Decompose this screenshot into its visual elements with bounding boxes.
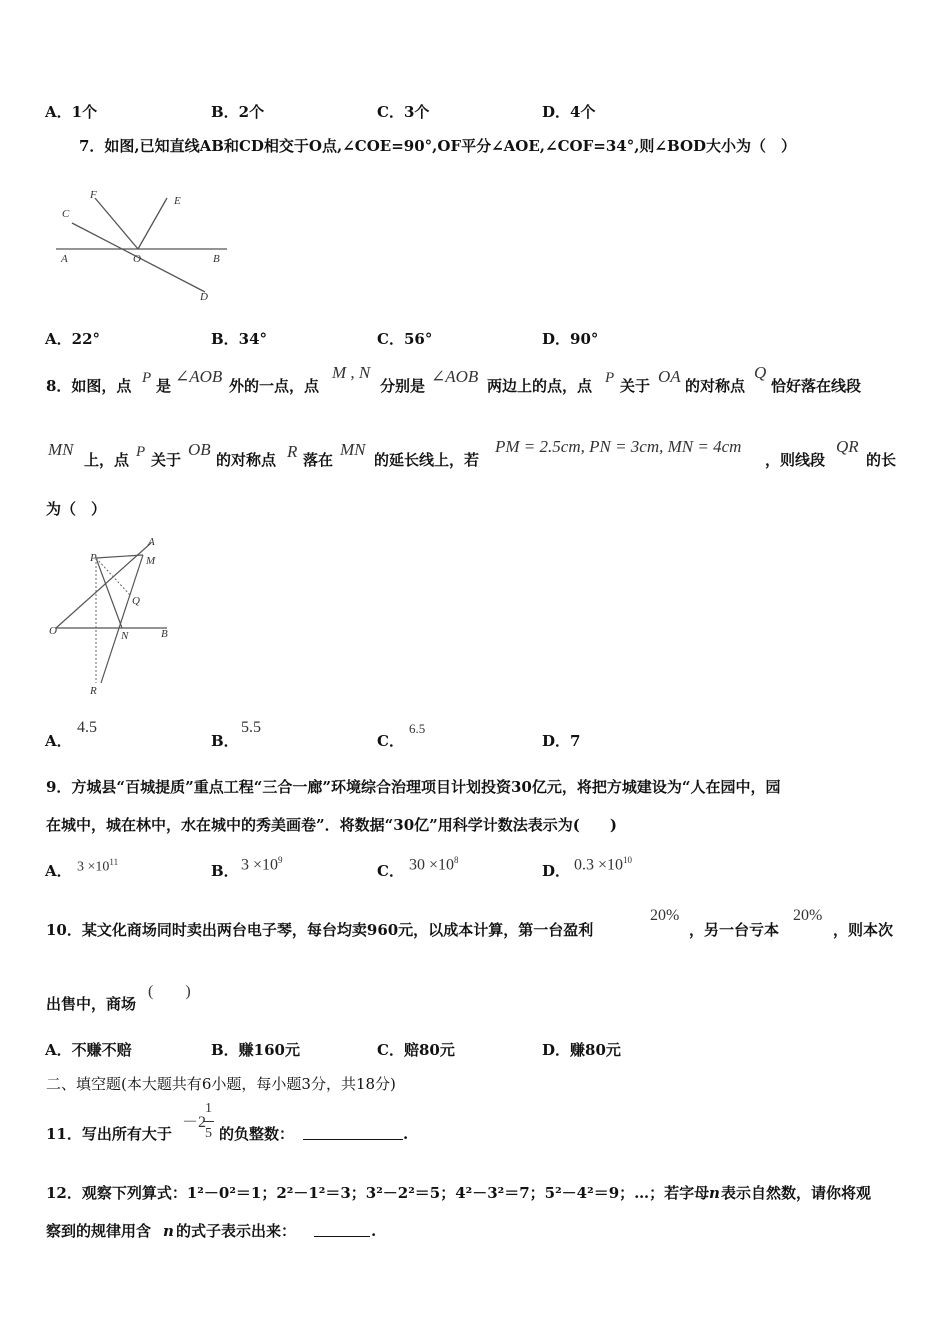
q8-text-2: 是 (156, 377, 172, 395)
q12-text-4: 的式子表示出来： (176, 1222, 297, 1240)
q10-text-2: ，另一台亏本 (689, 921, 780, 939)
q12-text-3: 察到的规律用含 (46, 1222, 152, 1240)
label-B2: B (161, 628, 168, 640)
q8-text-11: 的对称点 (216, 451, 277, 469)
q8-option-c-value: 6.5 (409, 721, 426, 736)
q8-ray-ob: OB (188, 440, 211, 459)
q12-answer-blank[interactable] (314, 1222, 370, 1241)
q8-text-9: 上，点 (84, 451, 130, 469)
q9-line-2: 在城中，城在林中，水在城中的秀美画卷”．将数据“30亿”用科学计数法表示为( ) (46, 816, 617, 834)
q12-text-2: 表示自然数，请你将观 (721, 1184, 872, 1202)
q11-fraction-numerator: 1 (205, 1101, 212, 1116)
q8-option-b: B． (211, 732, 239, 750)
q8-text-12: 落在 (303, 451, 334, 469)
label-E: E (174, 195, 181, 207)
q9-option-d-value: $0.3 \times 10^{10}$ (574, 855, 633, 874)
q12-variable-n: n (709, 1184, 720, 1202)
q8-text-13: 的延长线上，若 (374, 451, 480, 469)
section-heading: 二、填空题(本大题共有6小题，每小题3分，共18分) (46, 1075, 396, 1093)
q11-text-2: 的负整数： (219, 1125, 295, 1143)
label-N: N (121, 630, 129, 642)
q10-text-3: ，则本次 (833, 921, 894, 939)
q12-variable-n-2: n (163, 1222, 174, 1240)
q7-figure (50, 185, 240, 310)
q9-option-b-value: $3 \times 10^9$ (241, 855, 283, 874)
q8-point-q: Q (754, 363, 767, 382)
label-M: M (146, 555, 156, 567)
label-O2: O (49, 625, 57, 637)
q8-option-d: D．7 (542, 732, 581, 750)
label-A2: A (148, 536, 155, 548)
q8-option-a-value: 4.5 (77, 719, 97, 736)
q10-text-4: 出售中，商场 (46, 995, 137, 1013)
q8-segment-mn-2: MN (340, 440, 366, 459)
q8-point-r: R (287, 442, 298, 461)
label-R: R (90, 685, 97, 697)
q9-option-c-value: $30 \times 10^8$ (409, 855, 459, 874)
q8-option-a: A． (45, 732, 72, 750)
q8-figure (44, 533, 179, 698)
q9-option-a: A． (45, 862, 72, 880)
q11-negative-sign: －2 (182, 1114, 207, 1131)
q10-percent-1: 20% (650, 907, 680, 924)
q6-option-a: A．1个 (45, 103, 98, 121)
q8-text-16: 为（ ） (46, 500, 107, 518)
q9-line-1: 9．方城县“百城提质”重点工程“三合一廊”环境综合治理项目计划投资30亿元，将把方城建设为“人在园中，园 (46, 778, 781, 796)
label-C: C (62, 208, 70, 220)
q8-segment-qr: QR (836, 437, 859, 456)
q12-text-1: 12．观察下列算式：1²－0²＝1；2²－1²＝3；3²－2²＝5；4²－3²＝7；5²－4²＝9；…；若字母 (46, 1184, 710, 1202)
q10-option-a: A．不赚不赔 (45, 1041, 132, 1059)
q8-ray-oa: OA (658, 367, 681, 386)
q8-option-c: C． (377, 732, 404, 750)
q8-text-15: 的长 (866, 451, 897, 469)
q12-end: . (371, 1222, 377, 1240)
q10-option-c: C．赔80元 (377, 1041, 455, 1059)
q8-text-1: 8．如图，点 (46, 377, 132, 395)
q9-option-c: C． (377, 862, 404, 880)
q7-stem: 7．如图,已知直线AB和CD相交于O点,∠COE=90°,OF平分∠AOE,∠COF=34°,则∠BOD大小为（ ） (79, 137, 797, 155)
q8-point-p-3: P (136, 444, 146, 460)
label-P: P (90, 552, 97, 564)
q6-option-b: B．2个 (211, 103, 265, 121)
q11-fraction-bar (203, 1121, 214, 1122)
q8-text-6: 关于 (620, 377, 651, 395)
q7-option-b: B．34° (211, 330, 268, 348)
q8-text-5: 两边上的点，点 (487, 377, 593, 395)
q7-option-c: C．56° (377, 330, 433, 348)
q6-option-c: C．3个 (377, 103, 430, 121)
q10-text-1: 10．某文化商场同时卖出两台电子琴，每台均卖960元，以成本计算，第一台盈利 (46, 921, 594, 939)
q10-option-d: D．赚80元 (542, 1041, 621, 1059)
q8-angle-aob: ∠AOB (175, 367, 223, 386)
q9-option-b: B． (211, 862, 239, 880)
q8-text-4: 分别是 (380, 377, 426, 395)
q11-fraction-denominator: 5 (205, 1126, 212, 1141)
q8-text-8: 恰好落在线段 (771, 377, 862, 395)
label-Q: Q (132, 595, 140, 607)
q8-point-p-2: P (605, 370, 615, 386)
q6-option-d: D．4个 (542, 103, 596, 121)
q9-option-d: D． (542, 862, 571, 880)
q11-answer-blank[interactable] (303, 1125, 403, 1144)
q8-option-b-value: 5.5 (241, 719, 261, 736)
q7-option-d: D．90° (542, 330, 599, 348)
label-O: O (133, 253, 141, 265)
q8-segment-mn: MN (48, 440, 74, 459)
label-F: F (90, 189, 97, 201)
label-D: D (200, 291, 208, 303)
q10-percent-2: 20% (793, 907, 823, 924)
label-B: B (213, 253, 220, 265)
label-A: A (61, 253, 68, 265)
q8-points-mn: M , N (332, 363, 371, 382)
q8-text-7: 的对称点 (685, 377, 746, 395)
q10-answer-paren: ( ) (148, 983, 191, 1000)
q7-option-a: A．22° (45, 330, 101, 348)
q11-text-1: 11．写出所有大于 (46, 1125, 172, 1143)
q8-text-10: 关于 (151, 451, 182, 469)
q8-angle-aob-2: ∠AOB (431, 367, 479, 386)
q8-given: PM = 2.5cm, PN = 3cm, MN = 4cm (495, 437, 742, 456)
q8-text-14: ，则线段 (765, 451, 826, 469)
q8-point-p: P (142, 370, 152, 386)
q11-end: . (403, 1125, 409, 1143)
q8-text-3: 外的一点，点 (229, 377, 320, 395)
q10-option-b: B．赚160元 (211, 1041, 300, 1059)
q9-option-a-value: $3 \times 10^{11}$ (77, 857, 119, 875)
